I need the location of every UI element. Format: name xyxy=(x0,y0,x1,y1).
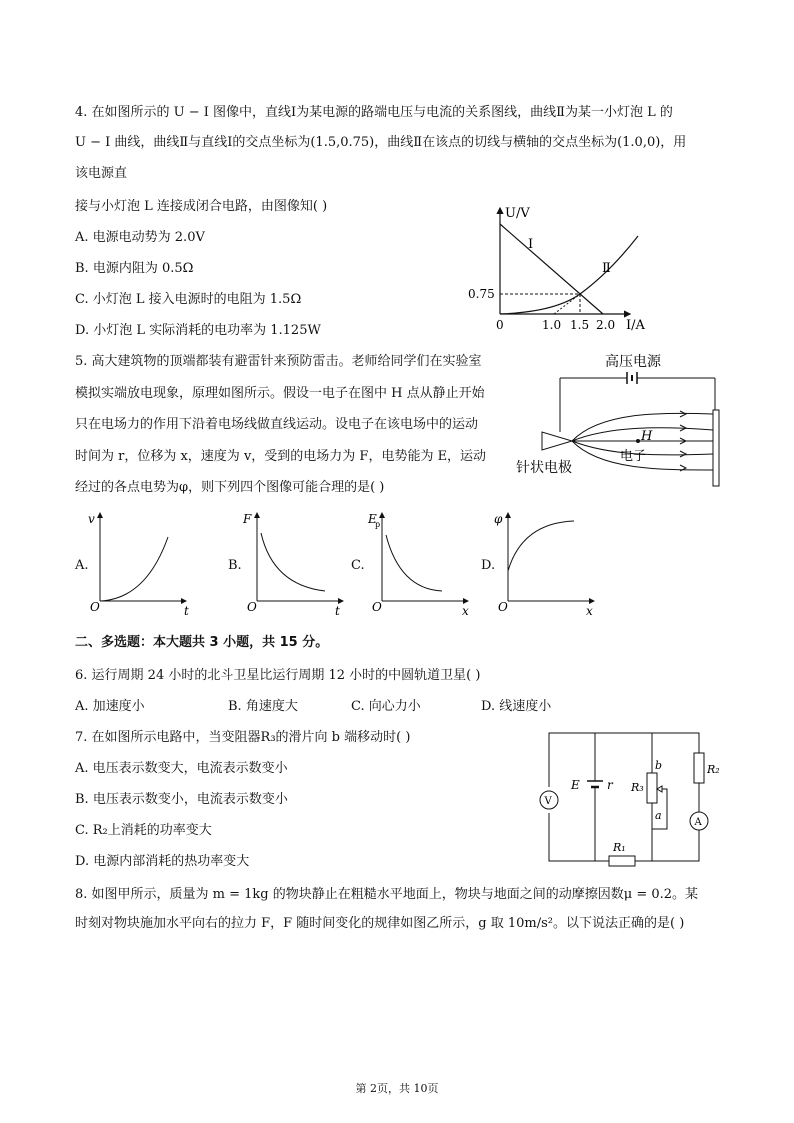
q5-electron-label: 电子 xyxy=(620,449,647,464)
q7-label-r: r xyxy=(607,778,613,792)
q5-stem-line3: 只在电场力的作用下沿着电场线做直线运动。设电子在该电场中的运动 xyxy=(75,417,479,432)
q5a-curve xyxy=(100,537,168,601)
q4-ylabel: U/V xyxy=(505,206,530,221)
q7-circuit xyxy=(535,727,725,867)
q5a-ylabel: v xyxy=(88,512,95,526)
q8-stem-line2: 时刻对物块施加水平向右的拉力 F，F 随时间变化的规律如图乙所示，g 取 10m/s²。以下说法正确的是( ) xyxy=(75,916,685,931)
q5b-ylabel: F xyxy=(243,512,252,526)
q5c-ylabel: E xyxy=(368,512,377,526)
q5a-origin: O xyxy=(90,600,100,614)
q5b-origin: O xyxy=(247,600,257,614)
q4-label-I: Ⅰ xyxy=(528,237,534,252)
q5-point-H-label: H xyxy=(641,429,653,444)
q5-stem-line1: 5. 高大建筑物的顶端都装有避雷针来预防雷击。老师给同学们在实验室 xyxy=(75,354,482,369)
q6-option-a: A. 加速度小 xyxy=(75,699,145,714)
q5-graph-a xyxy=(86,505,196,618)
q7-R2 xyxy=(694,753,704,783)
q7-option-a: A. 电压表示数变大，电流表示数变小 xyxy=(75,761,288,776)
q5-point-H xyxy=(636,439,640,443)
q7-label-E: E xyxy=(571,778,580,792)
q5d-origin: O xyxy=(498,600,508,614)
q4-xlabel: I/A xyxy=(626,318,645,333)
q4-option-d: D. 小灯泡 L 实际消耗的电功率为 1.125W xyxy=(75,323,321,338)
q7-label-R3: R₃ xyxy=(631,781,644,794)
q6-option-d: D. 线速度小 xyxy=(481,699,552,714)
q7-label-a: a xyxy=(655,809,662,822)
q4-xtick-1: 1.0 xyxy=(542,318,562,332)
q5-arrow-1 xyxy=(680,411,686,417)
q5-discharge-diagram xyxy=(510,350,730,490)
q7-label-R2: R₂ xyxy=(707,763,720,776)
q7-option-c: C. R₂上消耗的功率变大 xyxy=(75,823,212,838)
q5-stem-line2: 模拟实端放电现象，原理如图所示。假设一电子在图中 H 点从静止开始 xyxy=(75,386,485,401)
q7-ammeter-label: A xyxy=(694,817,702,828)
q5-option-b: B. xyxy=(228,558,242,573)
q4-stem-line3: 该电源直 xyxy=(75,166,128,181)
q7-R3 xyxy=(647,773,657,803)
q7-voltmeter-label: V xyxy=(544,796,552,807)
q4-xtick-3: 2.0 xyxy=(596,318,616,332)
q4-label-II: Ⅱ xyxy=(602,261,611,276)
q5-needle-label: 针状电极 xyxy=(516,460,572,476)
q4-option-a: A. 电源电动势为 2.0V xyxy=(75,230,205,245)
q6-stem: 6. 运行周期 24 小时的北斗卫星比运行周期 12 小时的中圆轨道卫星( ) xyxy=(75,668,481,683)
q7-R1 xyxy=(609,856,635,866)
q5d-ylabel: φ xyxy=(494,512,503,526)
q4-option-b: B. 电源内阻为 0.5Ω xyxy=(75,261,194,276)
q5b-xlabel: t xyxy=(335,604,340,618)
q5-option-a: A. xyxy=(75,558,89,573)
q5-graph-b xyxy=(243,505,353,618)
q5-stem-line5: 经过的各点电势为φ，则下列四个图像可能合理的是( ) xyxy=(75,480,385,495)
section-title: 二、多选题：本大题共 3 小题，共 15 分。 xyxy=(75,635,329,650)
q8-stem-line1: 8. 如图甲所示，质量为 m = 1kg 的物块静止在粗糙水平地面上，物块与地面之间的动摩擦因数μ = 0.2。某 xyxy=(75,887,699,902)
q6-option-b: B. 角速度大 xyxy=(228,699,298,714)
q5-graph-d xyxy=(494,505,604,618)
q5-option-d: D. xyxy=(481,558,496,573)
q5c-ysub: p xyxy=(375,520,381,529)
q5-power-label: 高压电源 xyxy=(605,354,661,370)
q7-option-b: B. 电压表示数变小，电流表示数变小 xyxy=(75,792,288,807)
q5c-curve xyxy=(386,535,442,591)
q5d-curve xyxy=(508,521,574,571)
q7-label-R1: R₁ xyxy=(613,841,626,854)
q5-needle xyxy=(542,432,572,450)
q5c-xlabel: x xyxy=(462,604,469,618)
q7-option-d: D. 电源内部消耗的热功率变大 xyxy=(75,854,250,869)
q4-ytick: 0.75 xyxy=(468,287,495,301)
q4-line-I xyxy=(500,224,603,314)
q4-xtick-2: 1.5 xyxy=(570,318,590,332)
q4-curve-II xyxy=(500,236,638,314)
q5a-xlabel: t xyxy=(184,604,189,618)
q4-stem-line1: 4. 在如图所示的 U − I 图像中，直线Ⅰ为某电源的路端电压与电流的关系图线，曲线Ⅱ为某一小灯泡 L 的 xyxy=(75,105,673,120)
q4-stem-line2: U − I 曲线，曲线Ⅱ与直线Ⅰ的交点坐标为(1.5,0.75)，曲线Ⅱ在该点的切线与横轴的交点坐标为(1.0,0)，用 xyxy=(75,135,687,150)
q5-graph-c xyxy=(368,505,478,618)
q5-stem-line4: 时间为 r，位移为 x，速度为 v，受到的电场力为 F，电势能为 E，运动 xyxy=(75,449,487,464)
q5c-origin: O xyxy=(372,600,382,614)
q4-origin: 0 xyxy=(496,318,504,332)
q6-option-c: C. 向心力小 xyxy=(351,699,421,714)
q7-label-b: b xyxy=(655,759,663,772)
q5d-xlabel: x xyxy=(586,604,593,618)
q5-arrow-4 xyxy=(680,451,686,457)
q4-option-c: C. 小灯泡 L 接入电源时的电阻为 1.5Ω xyxy=(75,292,302,307)
q7-stem: 7. 在如图所示电路中，当变阻器R₃的滑片向 b 端移动时( ) xyxy=(75,730,411,745)
page-footer: 第 2页，共 10页 xyxy=(355,1082,439,1095)
q4-stem-line4: 接与小灯泡 L 连接成闭合电路，由图像知( ) xyxy=(75,199,328,214)
q5-option-c: C. xyxy=(351,558,365,573)
q5-plate xyxy=(713,410,719,486)
q5b-curve xyxy=(261,533,325,591)
q4-ui-graph xyxy=(460,200,660,335)
